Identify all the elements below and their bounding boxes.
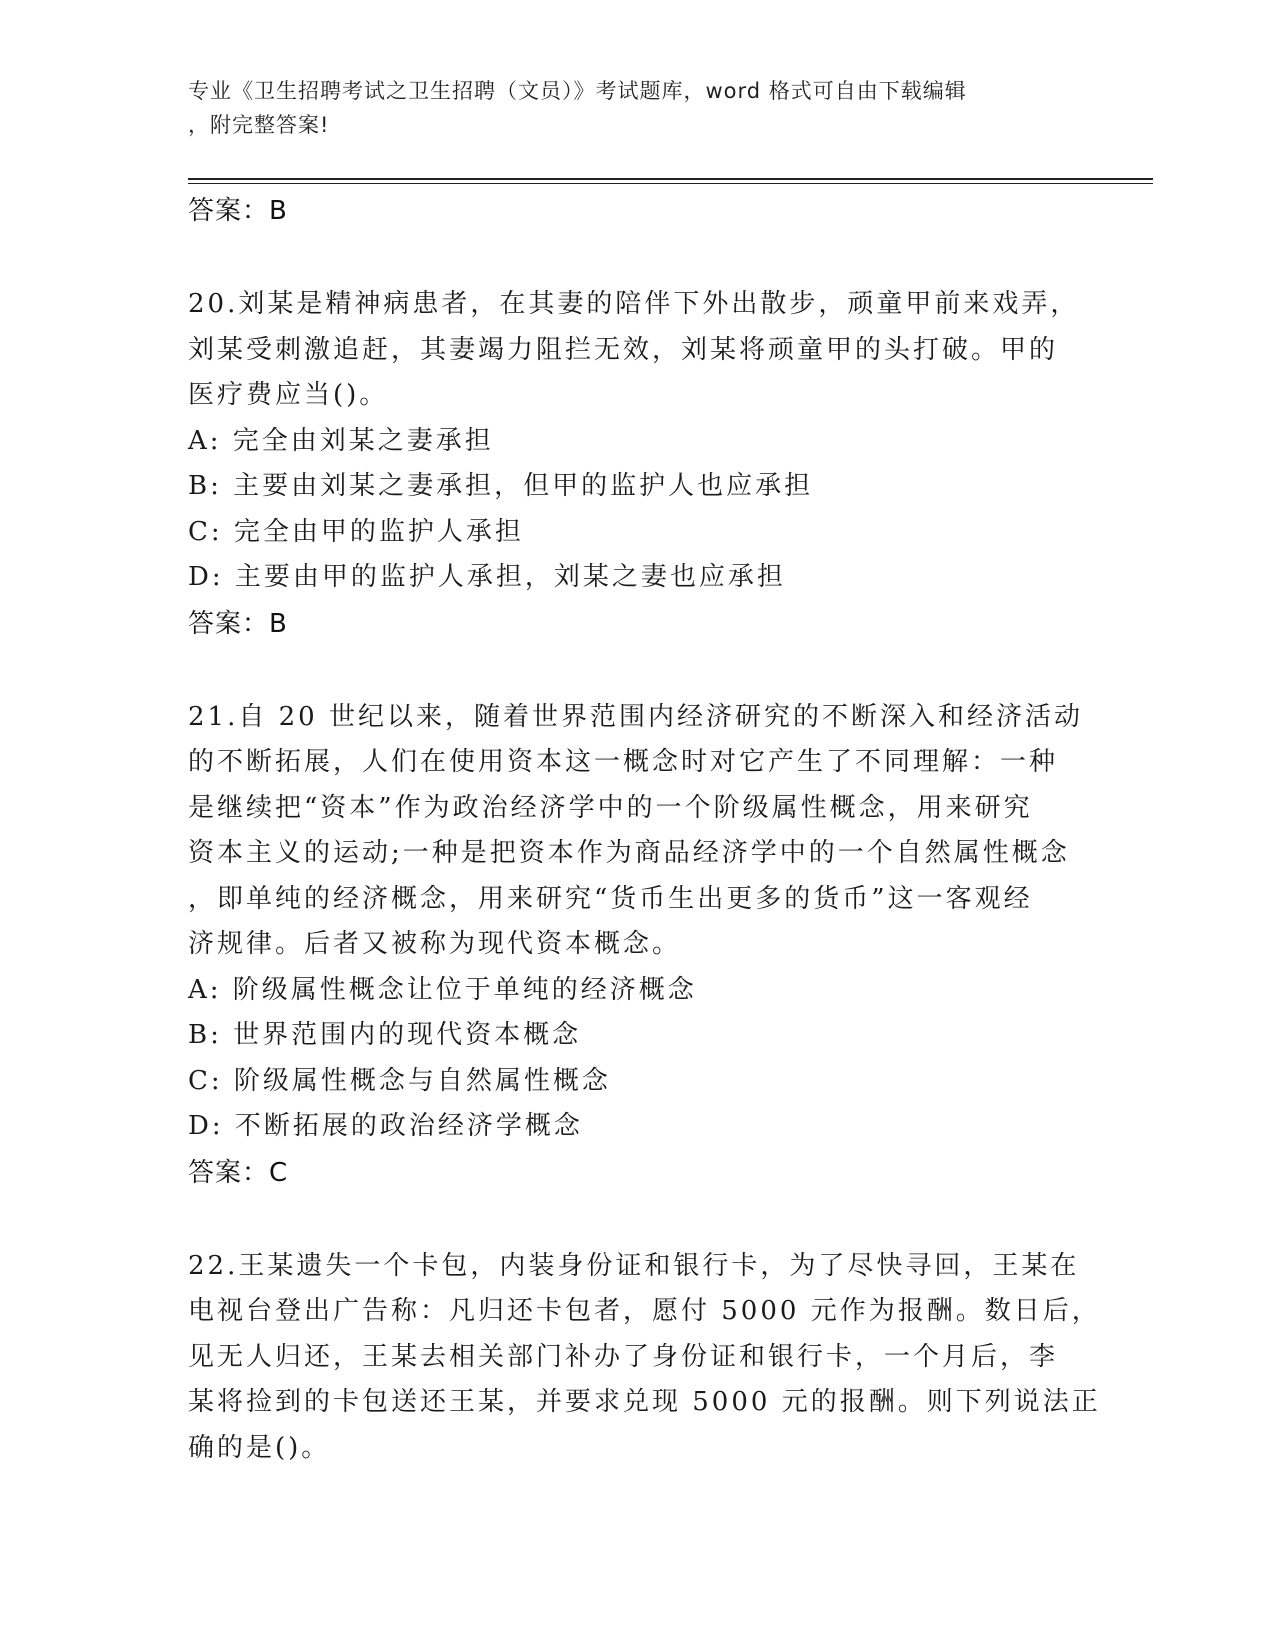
question-stem-line: 的不断拓展，人们在使用资本这一概念时对它产生了不同理解：一种 [188,747,1059,777]
option-c: C: 阶级属性概念与自然属性概念 [188,1065,611,1096]
header-line-1: 专业《卫生招聘考试之卫生招聘（文员）》考试题库，word 格式可自由下载编辑 [188,79,967,103]
question-stem-line: 刘某受刺激追赶，其妻竭力阻拦无效，刘某将顽童甲的头打破。甲的 [188,334,1059,365]
question-stem-line: 20.刘某是精神病患者，在其妻的陪伴下外出散步，顽童甲前来戏弄， [188,289,1080,319]
answer-20: 答案：B [188,608,288,639]
question-stem-line: ，即单纯的经济概念，用来研究“货币生出更多的货币”这一客观经 [188,883,1033,914]
page-header [188,74,1068,142]
question-stem-line: 医疗费应当()。 [188,380,389,410]
question-stem-line: 是继续把“资本”作为政治经济学中的一个阶级属性概念，用来研究 [188,792,1033,823]
question-20 [188,282,1088,647]
option-b: B: 主要由刘某之妻承担，但甲的监护人也应承担 [188,471,814,501]
document-body [188,188,1101,1471]
option-d: D: 不断拓展的政治经济学概念 [188,1111,583,1141]
question-stem-line: 某将捡到的卡包送还王某，并要求兑现 5000 元的报酬。则下列说法正 [188,1387,1101,1417]
question-stem-line: 资本主义的运动;一种是把资本作为商品经济学中的一个自然属性概念 [188,838,1070,868]
option-a: A: 阶级属性概念让位于单纯的经济概念 [188,974,697,1005]
question-stem-line: 见无人归还，王某去相关部门补办了身份证和银行卡，一个月后，李 [188,1341,1059,1372]
question-stem-line: 22.王某遗失一个卡包，内装身份证和银行卡，为了尽快寻回，王某在 [188,1250,1080,1281]
option-a: A: 完全由刘某之妻承担 [188,425,494,456]
question-stem-line: 济规律。后者又被称为现代资本概念。 [188,929,682,959]
option-b: B: 世界范围内的现代资本概念 [188,1020,582,1050]
question-stem-line: 电视台登出广告称：凡归还卡包者，愿付 5000 元作为报酬。数日后， [188,1296,1101,1326]
header-divider-thin [188,183,1153,184]
option-d: D: 主要由甲的监护人承担，刘某之妻也应承担 [188,562,786,592]
question-stem-line: 21.自 20 世纪以来，随着世界范围内经济研究的不断深入和经济活动 [188,701,1083,732]
previous-answer: 答案：B [188,196,288,226]
option-c: C: 完全由甲的监护人承担 [188,516,524,547]
answer-21: 答案：C [188,1157,289,1188]
header-divider-thick [188,178,1153,180]
header-line-2: ，附完整答案! [188,113,330,137]
question-stem-line: 确的是()。 [188,1432,331,1463]
question-21 [188,695,1088,1196]
question-22 [188,1244,1101,1472]
